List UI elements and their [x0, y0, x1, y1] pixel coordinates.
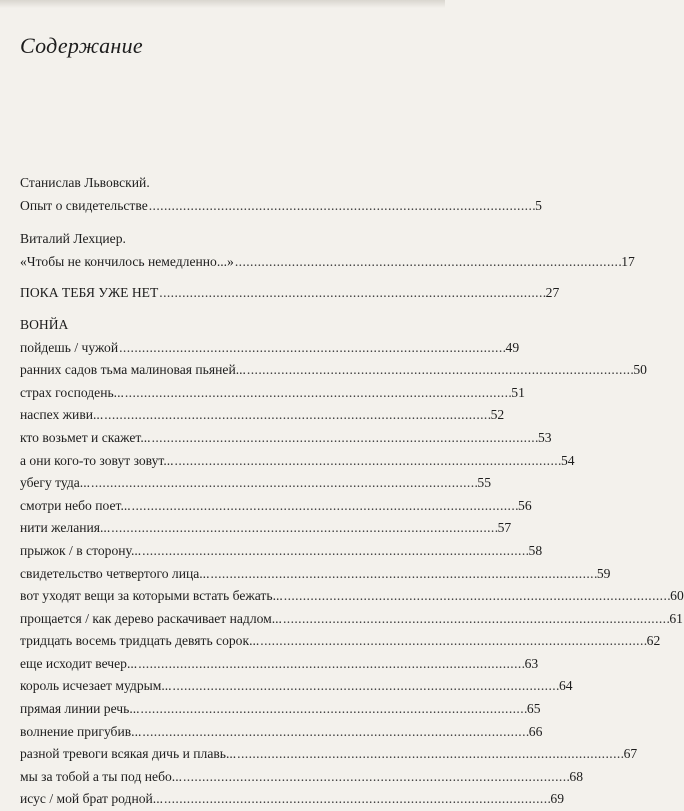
toc-entry-title: исус / мой брат родной... [20, 791, 163, 807]
toc-entry[interactable] [20, 563, 611, 586]
toc-entry-page: 56 [518, 497, 532, 513]
toc-entries-list [20, 337, 684, 811]
toc-entry-page: 63 [524, 655, 539, 671]
dot-leader [125, 382, 510, 405]
dot-leader [142, 721, 527, 744]
spacer [20, 217, 417, 228]
dot-leader [260, 630, 645, 653]
dot-leader [284, 585, 669, 608]
toc-entry-title: Опыт о свидетельстве [20, 197, 148, 213]
toc-entry-title: свидетельство четвертого лица... [20, 565, 210, 581]
toc-entry-title: мы за тобой а ты под небо... [20, 768, 182, 784]
toc-entry-page: 59 [596, 565, 611, 581]
dot-leader [141, 698, 526, 721]
toc-entry-page: 50 [633, 362, 647, 378]
toc-entry[interactable] [20, 675, 573, 698]
toc-entry-title: страх господень... [20, 384, 124, 400]
dot-leader [183, 766, 568, 789]
toc-entry-page: 49 [505, 339, 520, 355]
toc-entry-page: 62 [646, 633, 661, 649]
toc-entry-page: 53 [537, 429, 552, 445]
page-top-edge [0, 0, 445, 8]
toc-entry-page: 61 [669, 610, 683, 626]
dot-leader [173, 675, 558, 698]
toc-entry[interactable] [20, 495, 532, 518]
dot-leader [247, 359, 632, 382]
toc-entry[interactable] [20, 608, 683, 631]
toc-entry-page: 64 [558, 678, 573, 694]
toc-entry-page: 51 [511, 384, 525, 400]
toc-entry-title: вот уходят вещи за которыми встать бежать... [20, 588, 283, 604]
toc-entry-page: 66 [528, 723, 543, 739]
toc-entry[interactable] [20, 337, 520, 360]
toc-entry-title: тридцать восемь тридцать девять сорок... [20, 633, 260, 649]
toc-entry-page: 69 [550, 791, 564, 807]
toc-entry[interactable] [20, 766, 583, 789]
dot-leader [159, 282, 544, 305]
dot-leader [283, 608, 668, 631]
toc-entry[interactable] [20, 195, 542, 218]
toc-entry-title: еще исходит вечер... [20, 655, 138, 671]
toc-entry-title: смотри небо поет... [20, 497, 131, 513]
toc-entry-title: прямая линии речь... [20, 701, 140, 717]
toc-section-page: 27 [545, 285, 560, 301]
toc-entry[interactable] [20, 721, 543, 744]
toc-entry[interactable] [20, 450, 575, 473]
toc-section-title: ПОКА ТЕБЯ УЖЕ НЕТ [20, 285, 159, 301]
toc-entry[interactable] [20, 585, 684, 608]
toc-entry-title: убегу туда... [20, 475, 91, 491]
toc-entry[interactable] [20, 404, 505, 427]
toc-entry-title: прощается / как дерево раскачивает надлом... [20, 610, 282, 626]
toc-entry-page: 54 [560, 452, 575, 468]
toc-entry-title: кто возьмет и скажет... [20, 429, 151, 445]
table-of-contents [20, 172, 684, 811]
toc-entry-title: «Чтобы не кончилось немедленно...» [20, 253, 234, 269]
toc-entry[interactable] [20, 251, 635, 274]
toc-entry-title: ранних садов тьма малиновая пьяней... [20, 362, 246, 378]
essay-author: Виталий Лехциер. [20, 231, 126, 247]
toc-entry-page: 67 [623, 746, 638, 762]
toc-entry[interactable] [20, 653, 539, 676]
toc-entry[interactable] [20, 698, 541, 721]
toc-entry[interactable] [20, 472, 491, 495]
toc-entry-title: король исчезает мудрым... [20, 678, 172, 694]
toc-entry[interactable] [20, 427, 552, 450]
toc-entry-title: разной тревоги всякая дичь и плавь... [20, 746, 237, 762]
toc-subsection-title: ВОНЙА [20, 316, 69, 332]
toc-entry[interactable] [20, 788, 564, 811]
dot-leader [138, 653, 523, 676]
dot-leader [111, 517, 496, 540]
toc-entry-title: а они кого-то зовут зовут... [20, 452, 174, 468]
toc-section[interactable] [20, 282, 560, 305]
toc-entry-page: 65 [526, 701, 541, 717]
dot-leader [210, 563, 595, 586]
toc-entry-page: 55 [477, 475, 491, 491]
toc-entry-title: нити желания... [20, 520, 111, 536]
dot-leader [237, 743, 622, 766]
toc-entry[interactable] [20, 630, 661, 653]
toc-entry-page: 57 [497, 520, 512, 536]
toc-entry[interactable] [20, 359, 647, 382]
spacer [20, 305, 417, 314]
dot-leader [132, 495, 517, 518]
toc-entry[interactable] [20, 517, 512, 540]
dot-leader [235, 251, 620, 274]
toc-entry[interactable] [20, 743, 638, 766]
toc-entry[interactable] [20, 382, 525, 405]
dot-leader [119, 337, 504, 360]
toc-entry-page: 52 [490, 407, 505, 423]
dot-leader [142, 540, 527, 563]
dot-leader [91, 472, 476, 495]
dot-leader [152, 427, 537, 450]
toc-entry-page: 58 [528, 542, 543, 558]
toc-entry-page: 68 [569, 768, 583, 784]
toc-entry-title: наспех живи... [20, 407, 104, 423]
dot-leader [104, 404, 489, 427]
toc-entry-page: 60 [670, 588, 684, 604]
page-title: Содержание [20, 33, 144, 58]
toc-entry-title: прыжок / в сторону... [20, 542, 142, 558]
toc-entry-title: волнение пригубив... [20, 723, 142, 739]
toc-entry-title: пойдешь / чужой [20, 339, 119, 355]
toc-entry[interactable] [20, 540, 543, 563]
dot-leader [175, 450, 560, 473]
toc-entry-page: 17 [621, 253, 635, 269]
spacer [20, 273, 417, 282]
dot-leader [164, 788, 549, 811]
toc-entry-page: 5 [535, 197, 542, 213]
dot-leader [149, 195, 534, 218]
essay-author: Станислав Львовский. [20, 175, 150, 190]
